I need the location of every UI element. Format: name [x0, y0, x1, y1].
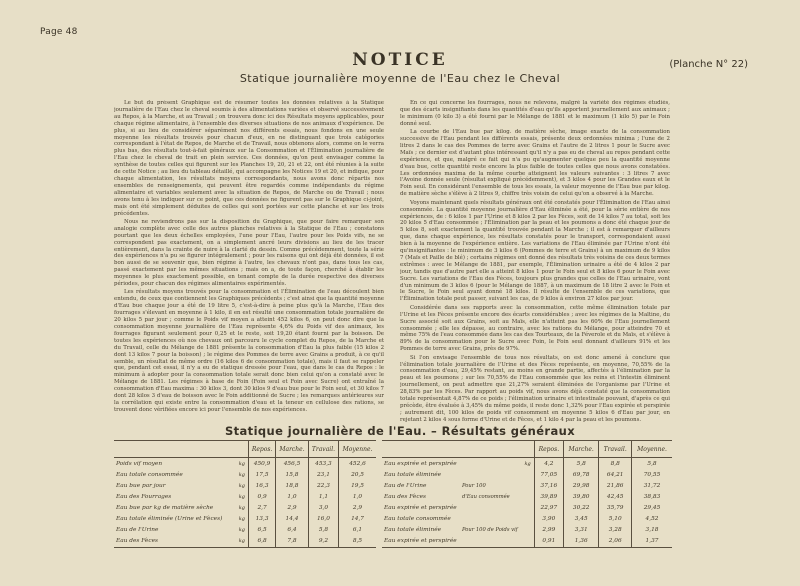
table-row: [382, 514, 672, 525]
table-cell: 5,8: [308, 525, 338, 536]
notice-subtitle: Statique journalière moyenne de l'Eau chez le Cheval: [239, 72, 561, 85]
table-cell: 453,3: [308, 458, 338, 470]
column-header: Marche.: [564, 441, 599, 458]
table-cell: 14,4: [276, 514, 309, 525]
row-label: Eau expirée et perspirée: [384, 504, 457, 511]
row-note: [460, 502, 520, 513]
row-unit: kg: [238, 493, 245, 500]
row-unit: kg: [238, 482, 245, 489]
table-cell: 31,72: [632, 480, 672, 491]
row-label: Eau expirée et perspirée: [384, 460, 457, 467]
label-header: [114, 441, 228, 458]
paragraph: Les résultats moyens trouvés pour la consommation et l'Élimination de l'eau découlent bien entendu, de ceux que contiennent les Graphiques précédents ; c'est ainsi que la quantité moyenne d'Eau bue chaque jour a été de 19 litre 5, c'est-à-dire à peine plus qu'à la Marche, l'Eau des fourrages s'élevant en moyenne à 1 kilo, il en est résulté une consommation totale journalière de 20 kilos 5 par jour ; comme le Poids vif moyen a atteint 452 kilos 6, on peut donc dire que la consommation moyenne journalière de l'Eau représente 4,6% du Poids vif des animaux, les fourrages figurant seulement pour 0,25 et le reste, soit 19,20 étant fourni par la boisson. De toutes les expériences où nos chevaux ont parcouru le cycle complet du Repos, de la Marche et du Travail, celle du Mélange de 1881 présente la consommation d'Eau la plus faible (15 kilos 2 dont 13 kilos 7 pour la boisson) ; le régime des Pommes de terre avec Grains a produit, à ce qu'il semble, un résultat de même ordre (16 kilos 6 de consommation totale), mais il faut se rappeler que, pendant cet essai, il n'y a eu de statique dressée pour l'eau, que dans le cas du Repos : le minimum à adopter pour la consommation totale serait donc bien celui qu'on a constaté avec le Mélange de 1881. Les régimes à base de Foin (Foin seul et Foin avec Sucre) ont entraîné la consommation d'Eau maxima : 30 kilos 3, dont 30 kilos 9 d'eau bue pour le Foin seul, et 30 kilos 7 dont 28 kilos 3 d'eau de boisson avec le Foin additionné de Sucre ; les remarques antérieures sur la corrélation qui existe entre la consommation d'eau et la teneur en cellulose des rations, se trouvent donc vérifiées encore ici pour l'ensemble de nos expériences.: [114, 289, 384, 413]
paragraph: Le but du présent Graphique est de résumer toutes les données relatives à la Statique journalière de l'Eau chez le cheval soumis à des alimentations variées et observé successivement au Repos, à la Marche, et au Travail ; on trouvera donc ici des Résultats moyens applicables, pour chaque régime alimentaire, à l'ensemble des diverses situations de nos animaux d'expérience. De plus, si au lieu de considérer séparément nos différents essais, nous fondons en une seule moyenne les résultats trouvés pour chacun d'eux, en ne distinguant que trois catégories correspondant à l'état de Repos, de Marche et de Travail, nous obtenons alors, comme on le verra plus bas, des résultats tout-à-fait généraux sur la Consommation et l'Élimination journalière de l'Eau chez le cheval de trait en plein service. Ces données, qu'on peut envisager comme la synthèse de toutes celles qui figurent sur les Planches 19, 20, 21 et 22, ont été réunies à la suite de cette Notice ; au lieu du tableau détaillé, qui accompagne les Notices 19 et 20, et indique, pour chaque alimentation, les résultats moyens correspondants, nous avons donc répartis nos ensembles de renseignements, qui peuvent être regardés comme indépendants du régime alimentaire et variables seulement avec la situation de Repos, de Marche ou de Travail ; nous avons tenu à les indiquer sur ce point, que ces données ne figurent pas sur le Graphique ci-joint, mais ont été simplement déduites de celles qui sont portées sur cette planche et sur les trois précédentes.: [114, 100, 384, 217]
table-cell: 452,6: [339, 458, 376, 470]
column-header: Marche.: [276, 441, 309, 458]
table-cell: 5,10: [599, 514, 632, 525]
table-cell: 16,0: [308, 514, 338, 525]
table-cell: 3,90: [534, 514, 563, 525]
results-title: Statique journalière de l'Eau. – Résultats généraux: [224, 424, 576, 438]
table-row: [114, 536, 376, 548]
table-cell: 29,45: [632, 502, 672, 513]
table-cell: 6,5: [249, 525, 276, 536]
note-header: [460, 441, 520, 458]
row-note: [460, 469, 520, 480]
table-row: [114, 469, 376, 480]
row-label: Eau totale éliminée: [384, 471, 442, 478]
table-cell: 4,2: [534, 458, 563, 470]
table-cell: 42,45: [599, 491, 632, 502]
table-cell: 69,78: [564, 469, 599, 480]
paragraph: Voyons maintenant quels résultats généraux ont été constatés pour l'Élimination de l'Eau ainsi consommée. La quantité moyenne journalière d'Eau éliminée a été, pour la série entière de nos expériences, de : 6 kilos 1 par l'Urine et 8 kilos 2 par les Fèces, soit de 14 kilos 7 au total, soit les 20 kilos 5 d'Eau consommée ; l'Élimination par la peau et les poumons a donc été chaque jour de 5 kilos 8, soit exactement la quantité trouvée pendant la Marche ; il est à remarquer d'ailleurs que, dans chaque expérience, les résultats constatés pour le transport, correspondaient aussi bien à la moyenne de l'expérience entière. Les variations de l'Eau éliminée par l'Urine n'ont été qu'insignifiantes : le minimum de 3 kilos 6 (Pommes de terre et Grains) à un maximum de 9 kilos 7 (Maïs et Paille de blé) ; certains régimes ont donné des résultats très voisins de ces deux termes extrêmes : avec le Mélange de 1881, par exemple, l'Élimination urinaire a été de 4 kilos 2 par jour, tandis que d'autre part elle a atteint 8 kilos 1 pour le Foin seul et 8 kilos 6 pour le Foin avec Sucre. Les variations de l'Eau des Fèces, toujours plus grandes que celles de l'Eau urinaire, vont d'un minimum de 3 kilos 6 (pour le Mélange de 1887, à un maximum de 18 litre 2 avec le Foin et le Sucre, le Foin seul ayant donné 18 kilos. Il résulte de l'ensemble de ces variations, que l'Élimination totale peut passer, suivant les cas, de 9 kilos à environ 27 kilos par jour.: [400, 199, 670, 303]
table-cell: 19,5: [339, 480, 376, 491]
row-note: [460, 536, 520, 548]
table-cell: 22,3: [308, 480, 338, 491]
row-unit: [520, 502, 535, 513]
table-cell: 2,06: [599, 536, 632, 548]
paragraph: La courbe de l'Eau bue par kilog. de matière sèche, image exacte de la consommation successive de l'Eau pendant les différents essais, présente deux ordonnées minima ; l'une de 2 litres 2 dans le cas des Pommes de terre avec Grains et l'autre de 2 litres 1 pour le Sucre avec Maïs ; ce dernier est d'autant plus intéressant qu'il n'y a pas eu de cheval au repos pendant cette expérience, et que, malgré ce fait qui n'a pu qu'augmenter quelque peu la quantité moyenne d'eau bue, cette quantité reste encore la plus faible de toutes celles que nous avons constatées. Les ordonnées maxima de la même courbe atteignent les valeurs suivantes : 3 litres 7 avec l'Avoine donnée seule (résultat expliqué précédemment), et 3 kilos 4 pour les Grandes eaux et le Foin seul. En considérant l'ensemble de tous les essais, la valeur moyenne de l'Eau bue par kilog. de matière sèche s'élève à 2 litres 9, chiffre très voisin de celui qu'on a observé à la Marche.: [400, 129, 670, 198]
table-cell: 1,37: [632, 536, 672, 548]
table-cell: 0,91: [534, 536, 563, 548]
row-label: Eau des Fèces: [114, 536, 228, 548]
table-cell: 3,18: [632, 525, 672, 536]
row-label: Eau totale éliminée: [384, 527, 442, 534]
table-cell: 17,5: [249, 469, 276, 480]
table-cell: 77,05: [534, 469, 563, 480]
row-label: Eau totale consommée: [116, 471, 183, 478]
table-cell: 3,31: [564, 525, 599, 536]
table-cell: 456,5: [276, 458, 309, 470]
row-unit: kg: [228, 536, 249, 548]
column-header: Moyenne.: [632, 441, 672, 458]
paragraph: Si l'on envisage l'ensemble de tous nos résultats, on est donc amené à conclure que l'élimination totale journalière de l'Urine et des Fèces représente, en moyenne, 70,55% de la consommation d'eau, 29,45% restant, au moins en grande partie, affectés à l'élimination par la peau et les poumons ; sur les 70,55% de l'Eau consommée que les reins et l'intestin éliminent journellement, on peut admettre que 21,27% seraient éliminées de l'organisme par l'Urine et 28,83% par les Fèces. Par rapport au poids vif, nous avons déjà constaté que la consommation totale représentait 4,87% de ce poids ; l'élimination urinaire et intestinale pouvant, d'après ce qui précède, être évaluée à 3,45% du même poids, il reste donc 1,32% pour l'Eau expirée et perspirée ; autrement dit, 100 kilos de poids vif consomment en moyenne 5 kilos 6 d'Eau par jour, en rejetant 2 kilos 4 sous forme d'Urine et de Fèces, et 1 kilo 4 par la peau et les poumons.: [400, 354, 670, 423]
table-cell: 6,4: [276, 525, 309, 536]
row-unit: [520, 480, 535, 491]
table-cell: 1,0: [339, 491, 376, 502]
column-header: Repos.: [534, 441, 563, 458]
row-label: Poids vif moyen: [116, 460, 163, 467]
table-cell: 14,7: [339, 514, 376, 525]
table-cell: 9,2: [308, 536, 338, 548]
row-note: d'Eau consommée: [462, 493, 510, 500]
table-cell: 39,89: [534, 491, 563, 502]
table-cell: 8,5: [339, 536, 376, 548]
table-cell: 22,97: [534, 502, 563, 513]
table-cell: 5,8: [564, 458, 599, 470]
table-cell: 2,9: [276, 502, 309, 513]
row-unit: kg: [238, 516, 245, 523]
row-label: Eau des Fèces: [384, 493, 427, 500]
label-header: [382, 441, 460, 458]
notice-title: NOTICE: [352, 50, 448, 70]
row-label: Eau de l'Urine: [384, 482, 427, 489]
table-cell: 13,3: [249, 514, 276, 525]
text-column-left: [114, 100, 384, 425]
column-header: Travail.: [599, 441, 632, 458]
row-unit: kg: [238, 471, 245, 478]
row-note: [460, 514, 520, 525]
text-column-right: [400, 100, 670, 425]
table-cell: 8,8: [599, 458, 632, 470]
table-cell: 15,8: [276, 469, 309, 480]
table-cell: 3,0: [308, 502, 338, 513]
unit-header: [228, 441, 249, 458]
table-row: [114, 458, 376, 470]
table-cell: 64,21: [599, 469, 632, 480]
table-cell: 29,98: [564, 480, 599, 491]
row-unit: [520, 491, 535, 502]
table-cell: 4,52: [632, 514, 672, 525]
table-cell: 0,9: [249, 491, 276, 502]
table-cell: 3,45: [564, 514, 599, 525]
table-cell: 18,8: [276, 480, 309, 491]
row-label: Eau totale consommée: [384, 516, 451, 523]
table-header-row: [114, 441, 376, 458]
row-label: Eau expirée et perspirée: [382, 536, 460, 548]
table-cell: 30,22: [564, 502, 599, 513]
paragraph: Nous ne reviendrons pas sur la disposition du Graphique, que pour faire remarquer son analogie complète avec celle des autres planches relatives à la Statique de l'Eau ; constatons pourtant que les deux échelles employées, l'une pour l'Eau, l'autre pour les Poids vifs, ne se correspondent pas exactement, on a simplement ancré leurs divisions au lieu de les tracer entièrement, dans la crainte de nuire à la clarté du dessin. Comme précédemment, toute la série des expériences n'a pu se figurer intégralement ; pour les raisons qui ont déjà été données, il est bon aussi de se souvenir que, bien régime à l'autre, les chevaux n'ont pas, dans tous les cas, passé exactement par les mêmes situations ; mais on a, de toute façon, cherché à établir les moyennes le plus exactement possible, en tenant compte de la durée respective des diverses périodes, pour chacun des régimes alimentaires expérimentés.: [114, 218, 384, 288]
table-row: [382, 525, 672, 536]
table-row: [382, 458, 672, 470]
table-row: [114, 514, 376, 525]
table-row: [382, 491, 672, 502]
row-label: Eau des Fourrages: [116, 493, 172, 500]
table-row: [114, 480, 376, 491]
table-cell: 450,9: [249, 458, 276, 470]
table-cell: 1,36: [564, 536, 599, 548]
row-unit: kg: [238, 527, 245, 534]
unit-header: [520, 441, 535, 458]
table-cell: 35,79: [599, 502, 632, 513]
table-row: [114, 502, 376, 513]
table-cell: 39,80: [564, 491, 599, 502]
body-columns: [114, 100, 670, 425]
column-header: Moyenne.: [339, 441, 376, 458]
paragraph: En ce qui concerne les fourrages, nous ne relevons, malgré la variété des régimes étudiés, que des écarts insignifiants dans les quantités d'eau qu'ils apportent journellement aux animaux ; le minimum (0 kilo 3) a été fourni par le Mélange de 1881 et le maximum (1 kilo 5) par le Foin donné seul.: [400, 100, 670, 127]
table-cell: 6,1: [339, 525, 376, 536]
table-cell: 20,5: [339, 469, 376, 480]
row-label: Eau bue par jour: [116, 482, 166, 489]
table-cell: 23,1: [308, 469, 338, 480]
row-note: Pour 100 de Poids vif: [462, 527, 518, 534]
table-cell: 7,8: [276, 536, 309, 548]
table-row: [382, 536, 672, 548]
column-header: Travail.: [308, 441, 338, 458]
page-number: Page 48: [40, 27, 78, 37]
table-row: [114, 525, 376, 536]
table-cell: 2,9: [339, 502, 376, 513]
row-unit: kg: [524, 460, 531, 467]
table-row: [114, 491, 376, 502]
row-unit: kg: [238, 504, 245, 511]
row-unit: kg: [238, 460, 245, 467]
results-tables: [114, 440, 672, 548]
table-cell: 5,8: [632, 458, 672, 470]
table-cell: 1,0: [276, 491, 309, 502]
table-row: [382, 480, 672, 491]
plate-number: (Planche N° 22): [669, 59, 748, 70]
table-cell: 2,99: [534, 525, 563, 536]
table-cell: 37,16: [534, 480, 563, 491]
table-cell: 1,1: [308, 491, 338, 502]
table-header-row: [382, 441, 672, 458]
row-unit: [520, 536, 535, 548]
row-unit: [520, 514, 535, 525]
column-header: Repos.: [249, 441, 276, 458]
paragraph: Considérée dans ses rapports avec la consommation, cette même élimination totale par l'Urine et les Fèces présente encore des écarts considérables ; avec les régimes de la Maltine, du Sucre associé soit aux Grains, soit au Maïs, elle n'atteint pas les 60% de l'Eau journellement consommée ; elle les dépasse, au contraire, avec les rations du Mélange, pour atteindre 70 et même 75% de l'eau consommée dans les cas des Tourteaux, de la Féverole et du Maïs, et s'élève à 89% de la consommation pour le Sucre avec Foin, le Foin seul donnant d'ailleurs 91% et les Pommes de terre avec Grains, près de 97%.: [400, 304, 670, 353]
table-cell: 2,7: [249, 502, 276, 513]
table-row: [382, 469, 672, 480]
table-cell: 3,28: [599, 525, 632, 536]
table-cell: 38,83: [632, 491, 672, 502]
table-row: [382, 502, 672, 513]
row-note: Pour 100: [462, 482, 486, 489]
row-note: [460, 458, 520, 470]
table-cell: 70,55: [632, 469, 672, 480]
results-table-left: [114, 440, 376, 548]
table-cell: 21,86: [599, 480, 632, 491]
table-cell: 6,8: [249, 536, 276, 548]
row-unit: [520, 525, 535, 536]
table-cell: 16,3: [249, 480, 276, 491]
row-label: Eau totale éliminée (Urine et Fèces): [116, 516, 223, 523]
results-table-right: [382, 440, 672, 548]
row-label: Eau bue par kg de matière sèche: [116, 504, 214, 511]
row-unit: [520, 469, 535, 480]
row-label: Eau de l'Urine: [116, 527, 159, 534]
